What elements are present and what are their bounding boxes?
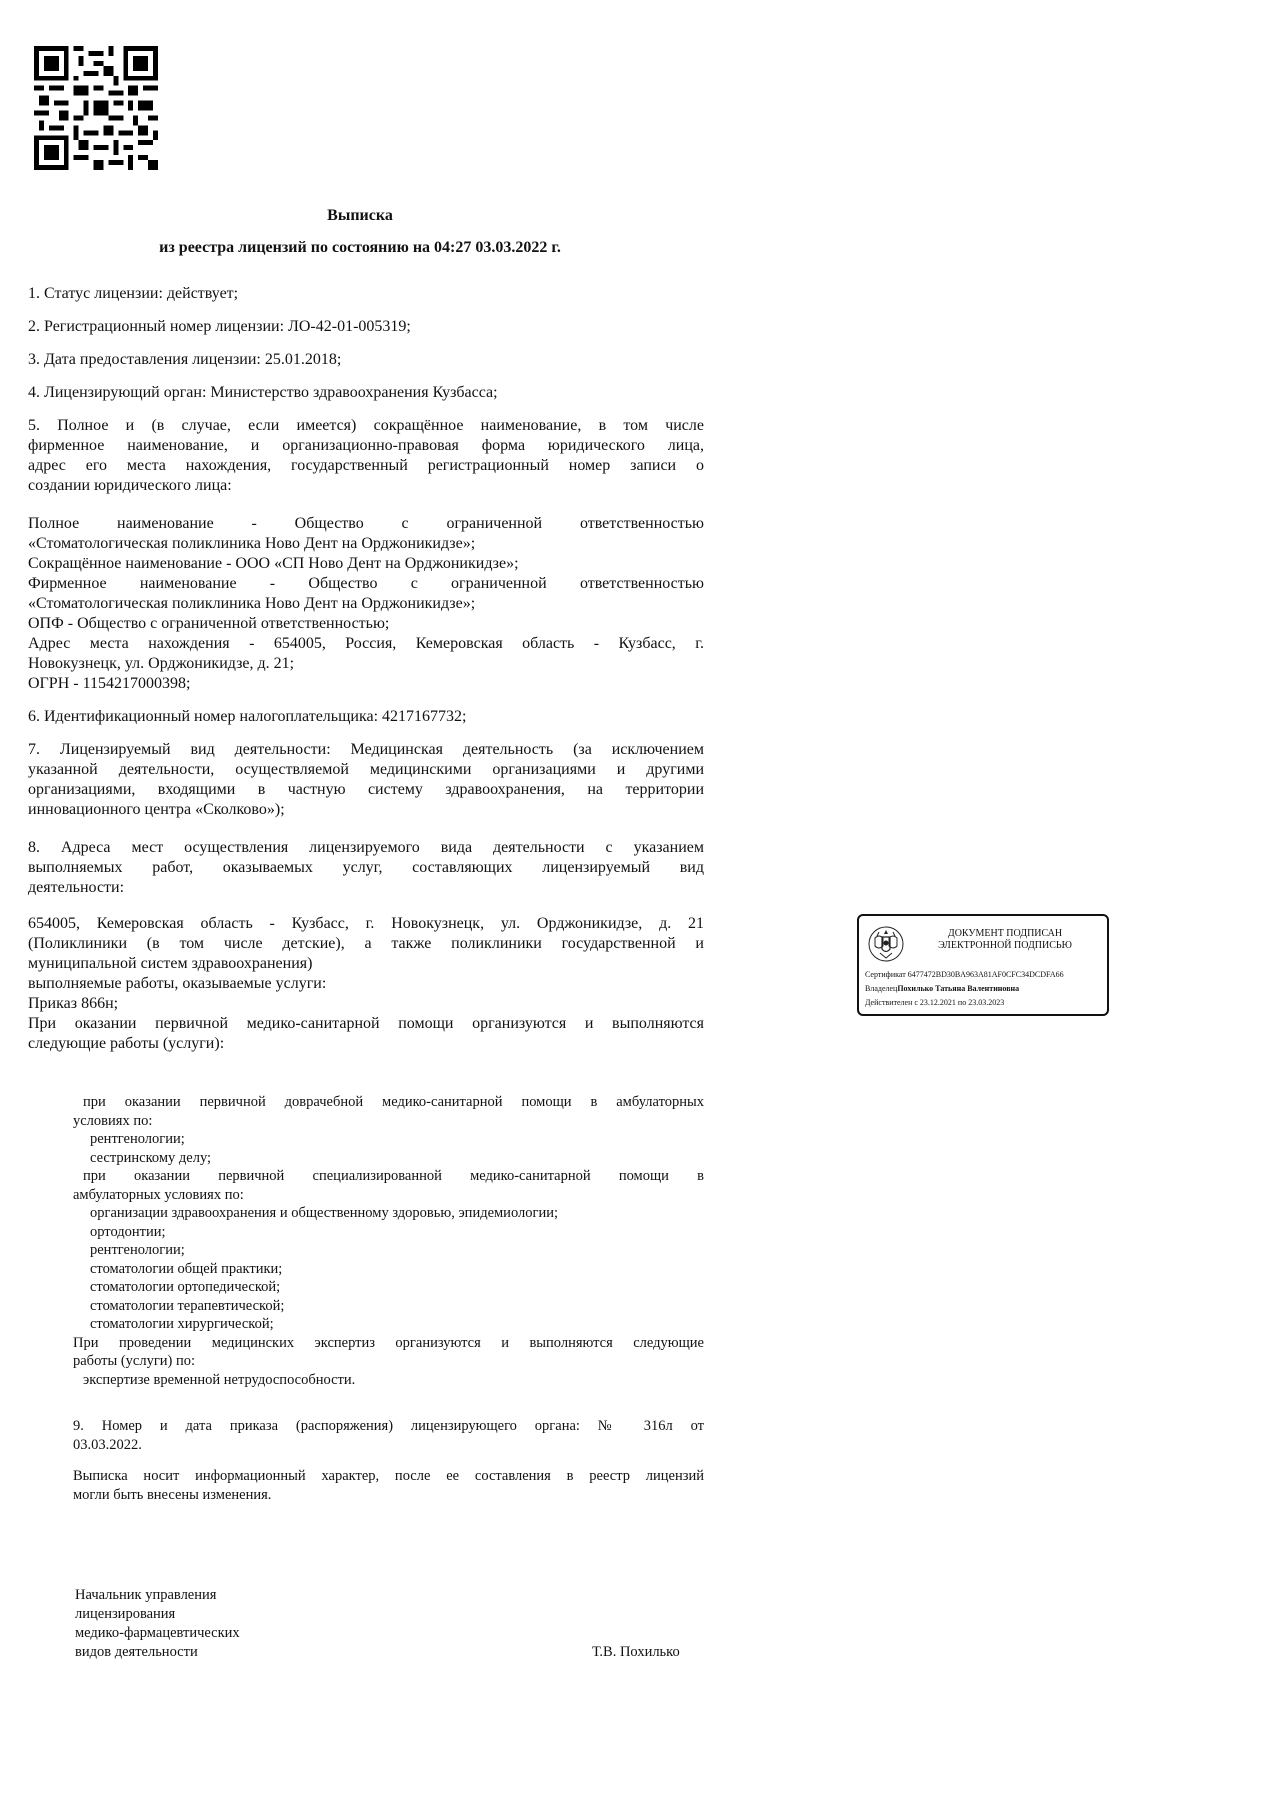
activity-address-block (28, 914, 704, 1054)
certificate-label: Сертификат (865, 970, 906, 979)
page-subtitle: из реестра лицензий по состоянию на 04:27 03.03.2022 г. (159, 239, 561, 256)
license-authority: 4. Лицензирующий орган: Министерство здравоохранения Кузбасса; (28, 384, 498, 401)
full-name-line: «Стоматологическая поликлиника Ново Дент на Орджоникидзе»; (28, 535, 476, 552)
list-item: стоматологии терапевтической; (90, 1297, 285, 1314)
text-line: Приказ 866н; (28, 995, 119, 1012)
text-line: инновационного центра «Сколково»); (28, 801, 285, 818)
list-item: рентгенологии; (90, 1242, 185, 1258)
page-title: Выписка (327, 207, 393, 224)
list-item: условиях по: (73, 1112, 153, 1129)
item-9-paragraph (73, 1417, 704, 1454)
text-line: указанной деятельности, осуществляемой медицинскими организациями и другими (28, 761, 704, 778)
list-item: при оказании первичной специализированной медико-санитарной помощи в (83, 1168, 704, 1184)
disclaimer-note (73, 1467, 704, 1504)
certificate-value: 6477472BD30BA963A81AF0CFC34DCDFA66 (907, 970, 1064, 979)
stamp-certificate (865, 970, 1064, 980)
signatory-position (75, 1586, 240, 1662)
text-line: видов деятельности (75, 1644, 198, 1660)
opf-line: ОПФ - Общество с ограниченной ответственностью; (28, 615, 390, 632)
stamp-title-line: ДОКУМЕНТ ПОДПИСАН (947, 928, 1063, 939)
text-line: могли быть внесены изменения. (73, 1486, 272, 1503)
stamp-owner (865, 984, 1019, 994)
list-item: При проведении медицинских экспертиз организуются и выполняются следующие (73, 1334, 704, 1351)
item-8-paragraph (28, 838, 704, 898)
text-line: медико-фармацевтических (75, 1625, 240, 1641)
address-line: Адрес места нахождения - 654005, Россия, Кемеровская область - Кузбасс, г. (28, 635, 704, 652)
text-line: организациями, входящими в частную систему здравоохранения, на территории (28, 781, 704, 798)
short-name-line: Сокращённое наименование - ООО «СП Ново Дент на Орджоникидзе»; (28, 555, 519, 572)
list-item: сестринскому делу; (90, 1149, 212, 1166)
text-line: адрес его места нахождения, государственный регистрационный номер записи о (28, 457, 704, 474)
list-item: организации здравоохранения и общественному здоровью, эпидемиологии; (90, 1205, 558, 1221)
list-item: стоматологии ортопедической; (90, 1279, 281, 1295)
stamp-title (905, 928, 1105, 952)
text-line: Начальник управления (75, 1587, 217, 1603)
brand-name-line: «Стоматологическая поликлиника Ново Дент на Орджоникидзе»; (28, 595, 476, 612)
text-line: 9. Номер и дата приказа (распоряжения) лицензирующего органа: № 316л от (73, 1418, 704, 1434)
coat-of-arms-icon (868, 924, 904, 964)
e-signature-stamp (857, 914, 1109, 1016)
owner-value: Похилько Татьяна Валентиновна (897, 984, 1020, 993)
text-line: При оказании первичной медико-санитарной помощи организуются и выполняются (28, 1015, 704, 1032)
address-line: Новокузнецк, ул. Орджоникидзе, д. 21; (28, 655, 295, 672)
license-reg-number: 2. Регистрационный номер лицензии: ЛО-42-01-005319; (28, 318, 411, 335)
ogrn-line: ОГРН - 1154217000398; (28, 675, 191, 692)
text-line: деятельности: (28, 879, 125, 896)
list-item: стоматологии хирургической; (90, 1316, 274, 1332)
inn-line: 6. Идентификационный номер налогоплательщика: 4217167732; (28, 708, 467, 725)
full-name-line: Полное наименование - Общество с ограниченной ответственностью (28, 515, 704, 532)
text-line: фирменное наименование, и организационно-правовая форма юридического лица, (28, 437, 704, 454)
text-line: лицензирования (75, 1606, 176, 1622)
text-line: 7. Лицензируемый вид деятельности: Медицинская деятельность (за исключением (28, 741, 704, 758)
item-5-paragraph (28, 416, 704, 496)
text-line: создании юридического лица: (28, 477, 232, 494)
item-7-paragraph (28, 740, 704, 820)
text-line: 654005, Кемеровская область - Кузбасс, г. Новокузнецк, ул. Орджоникидзе, д. 21 (28, 915, 704, 932)
text-line: Выписка носит информационный характер, после ее составления в реестр лицензий (73, 1468, 704, 1484)
stamp-title-line: ЭЛЕКТРОННОЙ ПОДПИСЬЮ (938, 940, 1072, 951)
list-item: рентгенологии; (90, 1131, 185, 1147)
brand-name-line: Фирменное наименование - Общество с ограниченной ответственностью (28, 575, 704, 592)
text-line: муниципальной систем здравоохранения) (28, 955, 313, 972)
list-item: при оказании первичной доврачебной медико-санитарной помощи в амбулаторных (83, 1094, 704, 1110)
services-list (73, 1093, 704, 1389)
text-line: выполняемых работ, оказываемых услуг, составляющих лицензируемый вид (28, 859, 704, 876)
list-item: ортодонтии; (90, 1223, 166, 1240)
qr-code-icon (34, 46, 158, 170)
list-item: стоматологии общей практики; (90, 1260, 283, 1277)
stamp-validity: Действителен с 23.12.2021 по 23.03.2023 (865, 998, 1005, 1007)
owner-label: Владелец (865, 984, 898, 993)
signatory-name: Т.В. Похилько (592, 1644, 680, 1660)
org-details (28, 514, 704, 694)
list-item: амбулаторных условиях по: (73, 1186, 244, 1203)
text-line: 5. Полное и (в случае, если имеется) сокращённое наименование, в том числе (28, 417, 704, 434)
text-line: (Поликлиники (в том числе детские), а также поликлиники государственной и (28, 935, 704, 952)
list-item: работы (услуги) по: (73, 1353, 196, 1369)
text-line: выполняемые работы, оказываемые услуги: (28, 975, 327, 992)
text-line: 8. Адреса мест осуществления лицензируемого вида деятельности с указанием (28, 839, 704, 856)
text-line: 03.03.2022. (73, 1436, 142, 1453)
text-line: следующие работы (услуги): (28, 1035, 225, 1052)
license-status: 1. Статус лицензии: действует; (28, 285, 239, 302)
license-date: 3. Дата предоставления лицензии: 25.01.2018; (28, 351, 342, 368)
list-item: экспертизе временной нетрудоспособности. (83, 1371, 356, 1388)
